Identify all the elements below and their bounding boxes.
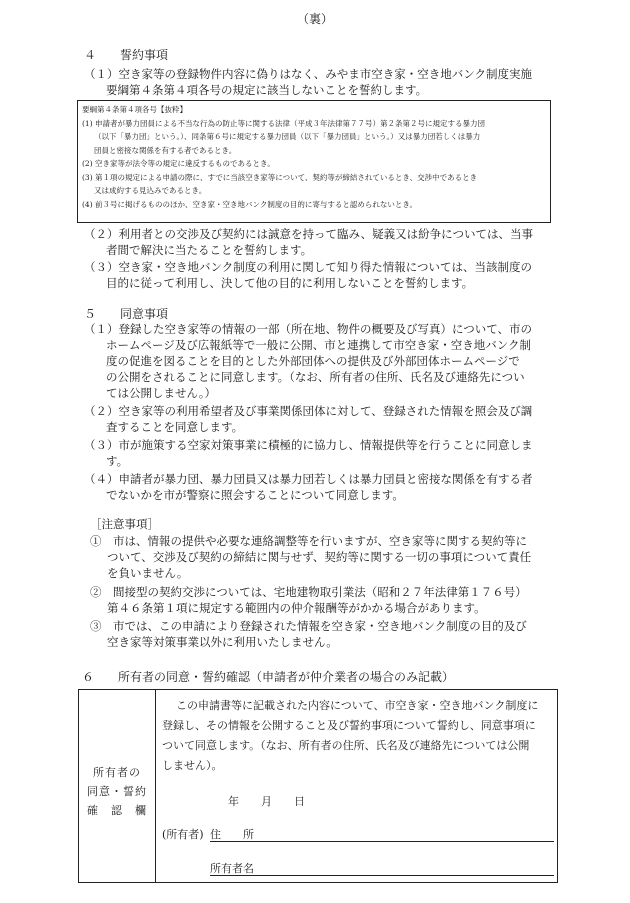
- section5-item3: [84, 437, 533, 469]
- section5-item1-line: （１）登録した空き家等の情報の一部（所在地、物件の概要及び写真）について、市の: [84, 322, 533, 336]
- section5-item4: [84, 471, 533, 503]
- owner-prefix-label: (所有者): [162, 828, 204, 841]
- section4-item3-line: （３）空き家・空き地バンク制度の利用に関して知り得た情報については、当該制度の: [84, 260, 533, 274]
- section5-item4-line: でないかを市が警察に照会することについて同意します。: [106, 488, 404, 502]
- section4-item2: [84, 226, 533, 258]
- owner-name-label: 所有者名: [210, 862, 254, 875]
- excerpt-line: (2) 空き家等が法令等の規定に違反するものであるとき。: [82, 159, 275, 168]
- section4-item3-line: 目的に従って利用し、決して他の目的に利用しないことを誓約します。: [106, 276, 474, 290]
- excerpt-line: （以下「暴力団」という。）、同条第６号に規定する暴力団員（以下「暴力団員」という。）又は暴力団若しくは暴力: [94, 132, 481, 141]
- excerpt-title: 要綱第４条第４項各号【抜粋】: [82, 105, 187, 114]
- note-1-line: を負いません。: [107, 566, 189, 580]
- section4-title: ４ 誓約事項: [84, 48, 169, 62]
- owner-consent-label-line: 確 認 欄: [87, 804, 147, 817]
- section4-item2-line: （２）利用者との交渉及び契約には誠意を持って臨み、疑義又は紛争については、当事: [84, 227, 533, 241]
- note-1-line: ① 市は、情報の提供や必要な連絡調整等を行いますが、空き家等に関する契約等に: [90, 534, 527, 548]
- excerpt-line: 団員と密接な関係を有する者であるとき。: [94, 145, 237, 155]
- excerpt-line: (4) 前３号に掲げるもののほか、空き家・空き地バンク制度の目的に寄与すると認められないとき。: [82, 199, 418, 209]
- notes-title: ［注意事項］: [90, 517, 159, 531]
- consent-statement-line: この申請書等に記載された内容について、市空き家・空き地バンク制度に: [176, 699, 539, 712]
- excerpt-line: (3) 第１項の規定による申請の際に、すでに当該空き家等について、契約等が締結されているとき、交渉中であるとき: [82, 172, 478, 182]
- owner-consent-label-line: 所有者の: [93, 766, 141, 779]
- section5-item3-line: す。: [106, 454, 129, 468]
- date-field[interactable]: 年 月 日: [228, 795, 305, 808]
- owner-name-input-line[interactable]: [210, 875, 554, 876]
- section5-item2-line: （２）空き家等の利用希望者及び事業関係団体に対して、登録された情報を照会及び調: [84, 404, 533, 418]
- excerpt-line: 又は成約する見込みであるとき。: [94, 186, 207, 195]
- note-2-line: ② 間接型の契約交渉については、宅地建物取引業法（昭和２７年法律第１７６号）: [90, 585, 527, 599]
- section5-title: ５ 同意事項: [84, 307, 169, 321]
- owner-consent-table: [78, 689, 558, 883]
- section5-item1-line: ホームページ及び広報紙等で一般に公開、市と連携して市空き家・空き地バンク制: [106, 338, 532, 352]
- note-3-line: ③ 市では、この申請により登録された情報を空き家・空き地バンク制度の目的及び: [90, 619, 527, 633]
- owner-consent-label-line: 同意・誓約: [87, 785, 147, 798]
- section4-item3: [84, 259, 532, 291]
- address-label: 住 所: [210, 828, 254, 841]
- regulation-excerpt-box: [77, 100, 551, 223]
- section5-item1-line: ては公開しません。）: [106, 386, 216, 400]
- section5-item3-line: （３）市が施策する空家対策事業に積極的に協力し、情報提供等を行うことに同意しま: [84, 438, 533, 452]
- note-2: [90, 584, 527, 616]
- note-2-line: 第４６条第１項に規定する範囲内の仲介報酬等がかかる場合があります。: [107, 601, 486, 615]
- section5-item2: [84, 403, 532, 435]
- excerpt-line: (1) 申請者が暴力団員による不当な行為の防止等に関する法律（平成３年法律第７７号）第２条第２号に規定する暴力団: [82, 118, 486, 128]
- section5-item1: [84, 321, 532, 401]
- section4-item1: [84, 66, 532, 98]
- owner-consent-label-cell: [79, 690, 155, 882]
- owner-consent-content-cell: [156, 690, 559, 882]
- note-1-line: ついて、交渉及び契約の締結に関与せず、契約等に関する一切の事項について責任: [107, 550, 532, 564]
- section4-item2-line: 者間で解決に当たることを誓約します。: [106, 243, 313, 257]
- section5-item1-line: の公開をされることに同意します。（なお、所有者の住所、氏名及び連絡先につい: [106, 370, 525, 384]
- note-1: [90, 533, 531, 581]
- section5-item2-line: 査することを同意します。: [106, 420, 244, 434]
- section5-item4-line: （４）申請者が暴力団、暴力団員又は暴力団若しくは暴力団員と密接な関係を有する者: [84, 472, 533, 486]
- section4-item1-line: 要綱第４条第４項各号の規定に該当しないことを誓約します。: [106, 83, 428, 97]
- consent-statement-line: ついて同意します。（なお、所有者の住所、氏名及び連絡先については公開: [162, 739, 530, 752]
- page-side-header: （裏）: [296, 12, 333, 26]
- consent-statement-line: しません）。: [162, 759, 223, 772]
- section6-title: ６ 所有者の同意・誓約確認（申請者が仲介業者の場合のみ記載）: [82, 670, 455, 684]
- section5-item1-line: 度の促進を図ることを目的とした外部団体への提供及び外部団体ホームページで: [106, 354, 520, 368]
- section4-item1-line: （１）空き家等の登録物件内容に偽りはなく、みやま市空き家・空き地バンク制度実施: [84, 67, 533, 81]
- consent-statement-line: 登録し、その情報を公開すること及び誓約事項について誓約し、同意事項に: [162, 719, 536, 732]
- note-3: [90, 618, 527, 650]
- note-3-line: 空き家等対策事業以外に利用いたしません。: [107, 635, 338, 649]
- address-input-line[interactable]: [210, 841, 554, 842]
